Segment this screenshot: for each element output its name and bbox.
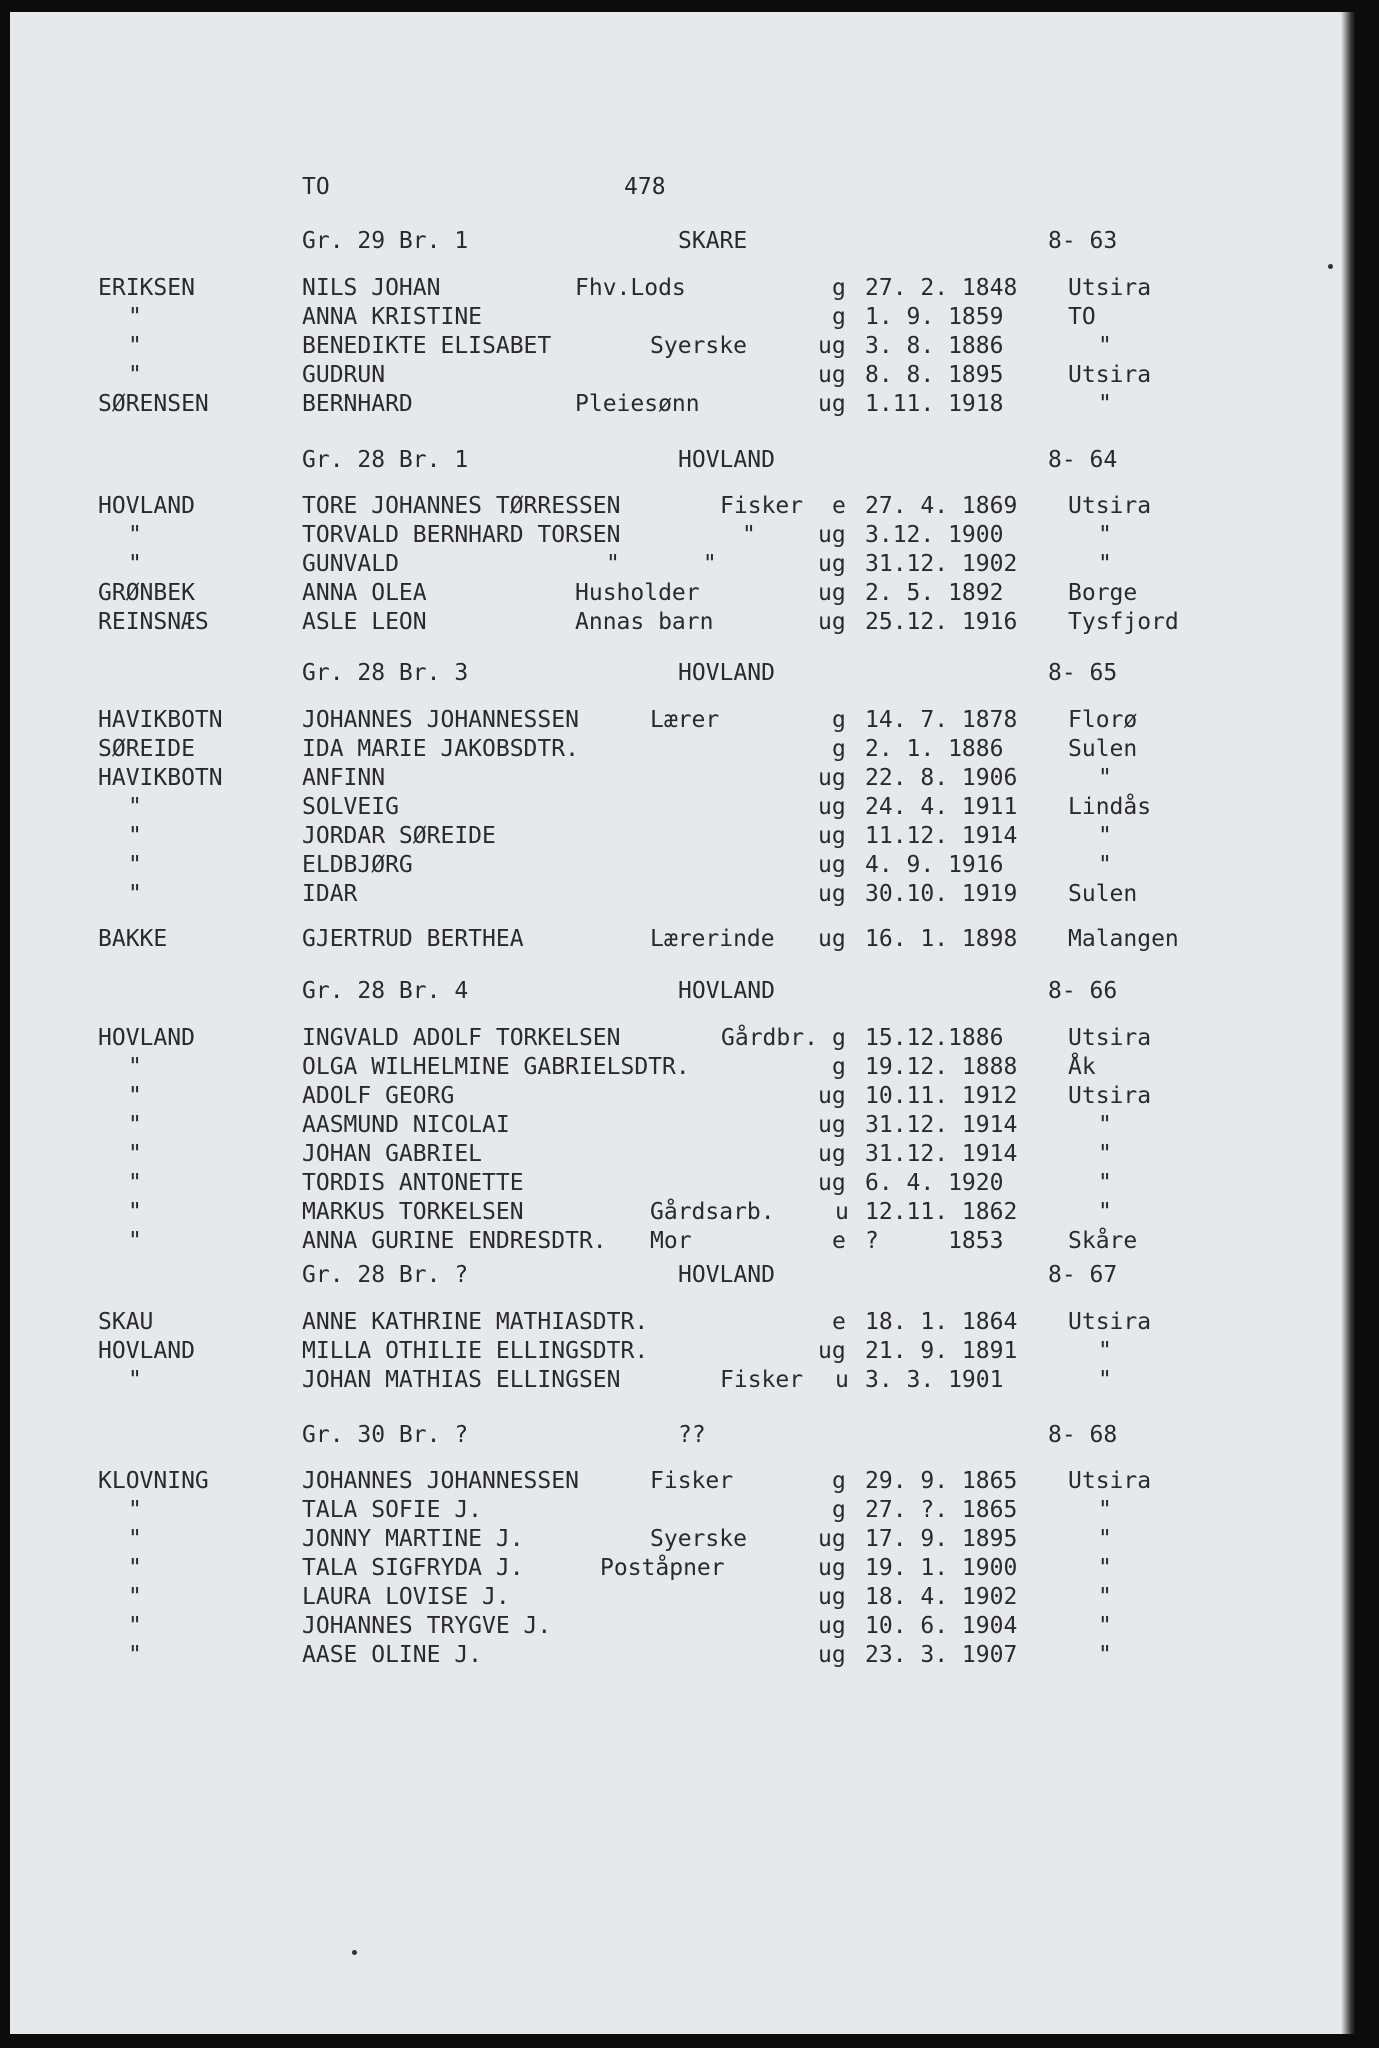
- given-name: INGVALD ADOLF TORKELSEN: [302, 1025, 621, 1051]
- section-ref: 8- 66: [1048, 978, 1118, 1004]
- given-name: OLGA WILHELMINE GABRIELSDTR.: [302, 1054, 690, 1080]
- birth-date: 6. 4. 1920: [865, 1170, 1004, 1196]
- occupation: Lærerinde: [650, 926, 775, 952]
- surname: ": [128, 1170, 142, 1196]
- document-page: [10, 12, 1355, 2034]
- section-place: ??: [678, 1422, 706, 1448]
- birthplace: ": [1098, 522, 1112, 548]
- birthplace: Utsira: [1068, 1309, 1152, 1335]
- surname: ": [128, 1083, 142, 1109]
- birth-date: 16. 1. 1898: [865, 926, 1018, 952]
- surname: KLOVNING: [98, 1468, 209, 1494]
- birth-date: 1.11. 1918: [865, 391, 1004, 417]
- surname: ": [128, 881, 142, 907]
- given-name: TORE JOHANNES TØRRESSEN: [302, 493, 621, 519]
- birth-date: 21. 9. 1891: [865, 1338, 1018, 1364]
- given-name: JOHANNES JOHANNESSEN: [302, 1468, 579, 1494]
- birthplace: ": [1098, 1642, 1112, 1668]
- marital-status: g: [832, 1497, 846, 1523]
- occupation: Syerske: [650, 333, 747, 359]
- birth-date: 1. 9. 1859: [865, 304, 1004, 330]
- birthplace: ": [1098, 1338, 1112, 1364]
- given-name: BERNHARD: [302, 391, 413, 417]
- section-ref: 8- 65: [1048, 660, 1118, 686]
- surname: ": [128, 1367, 142, 1393]
- birthplace: ": [1098, 1170, 1112, 1196]
- marital-status: e: [832, 493, 846, 519]
- birthplace: Utsira: [1068, 275, 1152, 301]
- given-name: ADOLF GEORG: [302, 1083, 455, 1109]
- birthplace: Lindås: [1068, 794, 1152, 820]
- surname: GRØNBEK: [98, 580, 195, 606]
- birthplace: ": [1098, 1526, 1112, 1552]
- given-name: GJERTRUD BERTHEA: [302, 926, 524, 952]
- birth-date: 3. 8. 1886: [865, 333, 1004, 359]
- surname: SKAU: [98, 1309, 154, 1335]
- marital-status: e: [832, 1228, 846, 1254]
- birthplace: Utsira: [1068, 1025, 1152, 1051]
- given-name: IDAR: [302, 881, 358, 907]
- surname: ERIKSEN: [98, 275, 195, 301]
- birth-date: 27. 4. 1869: [865, 493, 1018, 519]
- birthplace: Borge: [1068, 580, 1138, 606]
- marital-status: u: [835, 1367, 849, 1393]
- birth-date: 15.12.1886: [865, 1025, 1004, 1051]
- birthplace: Malangen: [1068, 926, 1179, 952]
- surname: ": [128, 1555, 142, 1581]
- given-name: BENEDIKTE ELISABET: [302, 333, 552, 359]
- marital-status: e: [832, 1309, 846, 1335]
- given-name: GUDRUN: [302, 362, 386, 388]
- birthplace: ": [1098, 852, 1112, 878]
- surname: ": [128, 362, 142, 388]
- birthplace: Sulen: [1068, 736, 1138, 762]
- birthplace: ": [1098, 1584, 1112, 1610]
- section-gr-label: Gr. 28 Br. 4: [302, 978, 469, 1004]
- occupation: Poståpner: [600, 1555, 725, 1581]
- occupation: ": [742, 522, 756, 548]
- birth-date: 19.12. 1888: [865, 1054, 1018, 1080]
- birth-date: 17. 9. 1895: [865, 1526, 1018, 1552]
- surname: ": [128, 1054, 142, 1080]
- birth-date: 24. 4. 1911: [865, 794, 1018, 820]
- birth-date: 11.12. 1914: [865, 823, 1018, 849]
- occupation: Fisker: [650, 1468, 734, 1494]
- birth-date: ? 1853: [865, 1228, 1004, 1254]
- marital-status: g: [832, 275, 846, 301]
- surname: ": [128, 1497, 142, 1523]
- marital-status: ug: [818, 881, 846, 907]
- surname: SØRENSEN: [98, 391, 209, 417]
- surname: ": [128, 522, 142, 548]
- marital-status: ug: [818, 1555, 846, 1581]
- marital-status: g: [832, 1468, 846, 1494]
- marital-status: ug: [818, 1526, 846, 1552]
- surname: ": [128, 1228, 142, 1254]
- birthplace: ": [1098, 823, 1112, 849]
- surname: ": [128, 823, 142, 849]
- surname: HOVLAND: [98, 493, 195, 519]
- occupation: Fisker: [720, 493, 804, 519]
- given-name: JOHANNES TRYGVE J.: [302, 1613, 552, 1639]
- marital-status: g: [832, 1025, 846, 1051]
- occupation: Gårdsarb.: [650, 1199, 775, 1225]
- given-name: TORDIS ANTONETTE: [302, 1170, 524, 1196]
- given-name: TORVALD BERNHARD TORSEN: [302, 522, 621, 548]
- surname: ": [128, 1199, 142, 1225]
- birth-date: 23. 3. 1907: [865, 1642, 1018, 1668]
- given-name: JOHANNES JOHANNESSEN: [302, 707, 579, 733]
- birth-date: 31.12. 1914: [865, 1141, 1018, 1167]
- marital-status: ug: [818, 391, 846, 417]
- birth-date: 18. 1. 1864: [865, 1309, 1018, 1335]
- given-name: ELDBJØRG: [302, 852, 413, 878]
- marital-status: ug: [818, 765, 846, 791]
- birthplace: ": [1098, 765, 1112, 791]
- birthplace: ": [1098, 1199, 1112, 1225]
- birth-date: 27. ?. 1865: [865, 1497, 1018, 1523]
- given-name: AASE OLINE J.: [302, 1642, 483, 1668]
- surname: ": [128, 1141, 142, 1167]
- given-name: JOHAN MATHIAS ELLINGSEN: [302, 1367, 621, 1393]
- marital-status: ug: [818, 823, 846, 849]
- birth-date: 18. 4. 1902: [865, 1584, 1018, 1610]
- marital-status: ug: [818, 580, 846, 606]
- given-name: LAURA LOVISE J.: [302, 1584, 510, 1610]
- surname: ": [128, 1526, 142, 1552]
- marital-status: ug: [818, 362, 846, 388]
- birthplace: ": [1098, 1367, 1112, 1393]
- birthplace: Åk: [1068, 1054, 1096, 1080]
- marital-status: ug: [818, 609, 846, 635]
- surname: ": [128, 333, 142, 359]
- marital-status: ug: [818, 1338, 846, 1364]
- marital-status: g: [832, 707, 846, 733]
- surname: HOVLAND: [98, 1338, 195, 1364]
- birthplace: ": [1098, 1141, 1112, 1167]
- scan-speck: [1328, 264, 1333, 269]
- marital-status: ug: [818, 522, 846, 548]
- section-gr-label: Gr. 29 Br. 1: [302, 228, 469, 254]
- surname: ": [128, 304, 142, 330]
- page-header-left: TO: [302, 174, 330, 200]
- birthplace: Sulen: [1068, 881, 1138, 907]
- surname: ": [128, 1642, 142, 1668]
- birthplace: ": [1098, 1613, 1112, 1639]
- given-name: SOLVEIG: [302, 794, 399, 820]
- occupation: Lærer: [650, 707, 720, 733]
- given-name: ASLE LEON: [302, 609, 427, 635]
- given-name: IDA MARIE JAKOBSDTR.: [302, 736, 579, 762]
- birth-date: 10.11. 1912: [865, 1083, 1018, 1109]
- birth-date: 2. 1. 1886: [865, 736, 1004, 762]
- birth-date: 22. 8. 1906: [865, 765, 1018, 791]
- marital-status: ug: [818, 1170, 846, 1196]
- marital-status: ug: [818, 1642, 846, 1668]
- section-ref: 8- 67: [1048, 1262, 1118, 1288]
- birth-date: 14. 7. 1878: [865, 707, 1018, 733]
- surname: ": [128, 1613, 142, 1639]
- surname: HAVIKBOTN: [98, 707, 223, 733]
- section-gr-label: Gr. 28 Br. 1: [302, 447, 469, 473]
- birthplace: ": [1098, 333, 1112, 359]
- surname: REINSNÆS: [98, 609, 209, 635]
- occupation: Husholder: [575, 580, 700, 606]
- given-name: JOHAN GABRIEL: [302, 1141, 483, 1167]
- birthplace: Utsira: [1068, 362, 1152, 388]
- birth-date: 31.12. 1914: [865, 1112, 1018, 1138]
- marital-status: ug: [818, 1083, 846, 1109]
- marital-status: ug: [818, 551, 846, 577]
- given-name: AASMUND NICOLAI: [302, 1112, 510, 1138]
- section-place: HOVLAND: [678, 1262, 775, 1288]
- section-gr-label: Gr. 30 Br. ?: [302, 1422, 469, 1448]
- birth-date: 19. 1. 1900: [865, 1555, 1018, 1581]
- section-ref: 8- 64: [1048, 447, 1118, 473]
- birthplace: ": [1098, 1497, 1112, 1523]
- scan-speck: [352, 1950, 357, 1955]
- surname: HOVLAND: [98, 1025, 195, 1051]
- occupation: Fhv.Lods: [575, 275, 686, 301]
- birthplace: TO: [1068, 304, 1096, 330]
- birth-date: 31.12. 1902: [865, 551, 1018, 577]
- surname: SØREIDE: [98, 736, 195, 762]
- birth-date: 8. 8. 1895: [865, 362, 1004, 388]
- birthplace: Utsira: [1068, 1083, 1152, 1109]
- birthplace: Tysfjord: [1068, 609, 1179, 635]
- surname: ": [128, 794, 142, 820]
- section-ref: 8- 63: [1048, 228, 1118, 254]
- birthplace: Utsira: [1068, 1468, 1152, 1494]
- birth-date: 25.12. 1916: [865, 609, 1018, 635]
- birthplace: Florø: [1068, 707, 1138, 733]
- birth-date: 4. 9. 1916: [865, 852, 1004, 878]
- given-name: ANNA OLEA: [302, 580, 427, 606]
- birthplace: ": [1098, 391, 1112, 417]
- surname: BAKKE: [98, 926, 168, 952]
- birth-date: 27. 2. 1848: [865, 275, 1018, 301]
- surname: ": [128, 852, 142, 878]
- section-place: HOVLAND: [678, 660, 775, 686]
- given-name: MARKUS TORKELSEN: [302, 1199, 524, 1225]
- surname: HAVIKBOTN: [98, 765, 223, 791]
- birth-date: 10. 6. 1904: [865, 1613, 1018, 1639]
- marital-status: ug: [818, 333, 846, 359]
- given-name: JORDAR SØREIDE: [302, 823, 496, 849]
- marital-status: ug: [818, 1584, 846, 1610]
- given-name: ANNA KRISTINE: [302, 304, 483, 330]
- birth-date: 2. 5. 1892: [865, 580, 1004, 606]
- surname: ": [128, 1112, 142, 1138]
- marital-status: u: [835, 1199, 849, 1225]
- birth-date: 12.11. 1862: [865, 1199, 1018, 1225]
- given-name: NILS JOHAN: [302, 275, 441, 301]
- birth-date: 3.12. 1900: [865, 522, 1004, 548]
- marital-status: ug: [818, 1141, 846, 1167]
- section-gr-label: Gr. 28 Br. ?: [302, 1262, 469, 1288]
- marital-status: ug: [818, 1112, 846, 1138]
- given-name: ANNA GURINE ENDRESDTR.: [302, 1228, 607, 1254]
- birthplace: Skåre: [1068, 1228, 1138, 1254]
- section-place: HOVLAND: [678, 978, 775, 1004]
- section-place: HOVLAND: [678, 447, 775, 473]
- section-place: SKARE: [678, 228, 748, 254]
- birth-date: 3. 3. 1901: [865, 1367, 1004, 1393]
- surname: ": [128, 1584, 142, 1610]
- occupation: Pleiesønn: [575, 391, 700, 417]
- surname: ": [128, 551, 142, 577]
- given-name: JONNY MARTINE J.: [302, 1526, 524, 1552]
- marital-status: ug: [818, 1613, 846, 1639]
- marital-status: g: [832, 304, 846, 330]
- given-name: GUNVALD: [302, 551, 399, 577]
- birthplace: ": [1098, 551, 1112, 577]
- given-name: ANFINN: [302, 765, 386, 791]
- marital-status: ug: [818, 794, 846, 820]
- given-name: TALA SIGFRYDA J.: [302, 1555, 524, 1581]
- occupation: Syerske: [650, 1526, 747, 1552]
- section-ref: 8- 68: [1048, 1422, 1118, 1448]
- occupation: Fisker: [720, 1367, 804, 1393]
- marital-status: g: [832, 736, 846, 762]
- occupation: Mor: [650, 1228, 692, 1254]
- birth-date: 29. 9. 1865: [865, 1468, 1018, 1494]
- section-gr-label: Gr. 28 Br. 3: [302, 660, 469, 686]
- given-name: TALA SOFIE J.: [302, 1497, 483, 1523]
- occupation: Annas barn: [575, 609, 714, 635]
- occupation: Gårdbr.: [721, 1025, 818, 1051]
- birthplace: Utsira: [1068, 493, 1152, 519]
- occupation: " ": [606, 551, 717, 577]
- marital-status: ug: [818, 926, 846, 952]
- given-name: ANNE KATHRINE MATHIASDTR.: [302, 1309, 649, 1335]
- marital-status: g: [832, 1054, 846, 1080]
- birthplace: ": [1098, 1555, 1112, 1581]
- given-name: MILLA OTHILIE ELLINGSDTR.: [302, 1338, 649, 1364]
- page-number: 478: [624, 174, 666, 200]
- birthplace: ": [1098, 1112, 1112, 1138]
- birth-date: 30.10. 1919: [865, 881, 1018, 907]
- marital-status: ug: [818, 852, 846, 878]
